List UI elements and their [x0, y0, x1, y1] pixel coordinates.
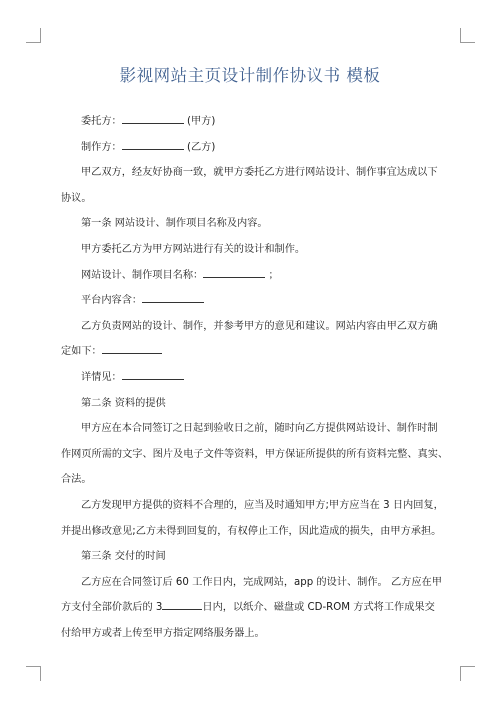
article-3-title: 第三条 交付的时间	[81, 551, 166, 563]
article-3-p1-line-2	[61, 595, 439, 621]
article-2-paragraph-1	[61, 416, 449, 493]
party-a-label: 委托方：	[81, 116, 122, 127]
article-2-p2-line-2: 并提出修改意见;乙方未得到回复的，有权停止工作，因此造成的损失，由甲方承担。	[61, 525, 442, 537]
article-2-p1-line-3: 合法。	[61, 474, 92, 486]
article-2-title: 第二条 资料的提供	[81, 397, 166, 409]
party-b-line	[61, 135, 439, 161]
crop-mark-top-left	[26, 28, 41, 43]
document-title: 影视网站主页设计制作协议书 模板	[119, 66, 381, 85]
payment-days-prefix: 方支付全部价款后的 3	[61, 602, 163, 614]
party-a-suffix: (甲方)	[187, 116, 216, 127]
crop-mark-bottom-left	[26, 666, 41, 681]
article-2-p1-line-1: 甲方应在本合同签订之日起到验收日之前，随时向乙方提供网站设计、制作时制	[81, 423, 438, 435]
party-b-suffix: (乙方)	[187, 141, 216, 153]
article-2-paragraph-2	[61, 493, 444, 544]
article-2-p2-line-1: 乙方发现甲方提供的资料不合理的，应当及时通知甲方;甲方应当在 3 日内回复，	[81, 499, 444, 511]
article-1-title: 第一条 网站设计、制作项目名称及内容。	[81, 218, 268, 230]
party-a-blank[interactable]	[122, 113, 184, 124]
party-b-blank[interactable]	[122, 139, 184, 150]
payment-days-blank[interactable]	[162, 599, 202, 610]
intro-line-1: 甲乙双方，经友好协商一致，就甲方委托乙方进行网站设计、制作事宜达成以下	[81, 167, 438, 179]
payment-days-suffix: 日内，以纸介、磁盘或 CD-ROM 方式将工作成果交	[202, 602, 435, 614]
project-name-suffix: ；	[268, 269, 279, 281]
confirm-blank[interactable]	[102, 343, 162, 354]
platform-content-label: 平台内容含：	[81, 295, 143, 307]
detail-blank[interactable]	[122, 369, 184, 380]
detail-label: 详情见：	[81, 371, 122, 383]
platform-content-line	[61, 288, 439, 314]
project-name-label: 网站设计、制作项目名称：	[81, 269, 204, 281]
crop-mark-top-right	[460, 28, 475, 43]
article-3-p1-line-3: 付给甲方或者上传至甲方指定网络服务器上。	[61, 627, 265, 639]
project-name-line	[61, 263, 439, 289]
intro-line-2: 协议。	[61, 192, 92, 204]
article-1-p2-line-2	[61, 339, 439, 365]
article-3-p1-line-1: 乙方应在合同签订后 60 工作日内，完成网站，app 的设计、制作。 乙方应在甲	[81, 576, 442, 588]
party-b-label: 制作方：	[81, 141, 122, 153]
confirm-label: 定如下：	[61, 346, 102, 358]
crop-mark-bottom-right	[460, 666, 475, 681]
intro-paragraph	[61, 160, 439, 211]
detail-line	[61, 365, 439, 391]
article-2-p1-line-2: 作网页所需的文字、图片及电子文件等资料，甲方保证所提供的所有资料完整、真实、	[61, 448, 449, 460]
document-body	[61, 109, 449, 646]
article-1-paragraph-1: 甲方委托乙方为甲方网站进行有关的设计和制作。	[81, 243, 306, 255]
article-3-paragraph-1	[61, 570, 442, 647]
article-1-paragraph-2	[61, 314, 439, 365]
platform-content-blank[interactable]	[142, 292, 204, 303]
party-a-line	[61, 109, 439, 135]
article-1-p2-line-1: 乙方负责网站的设计、制作，并参考甲方的意见和建议。网站内容由甲乙双方确	[81, 320, 438, 332]
project-name-blank[interactable]	[203, 267, 265, 278]
